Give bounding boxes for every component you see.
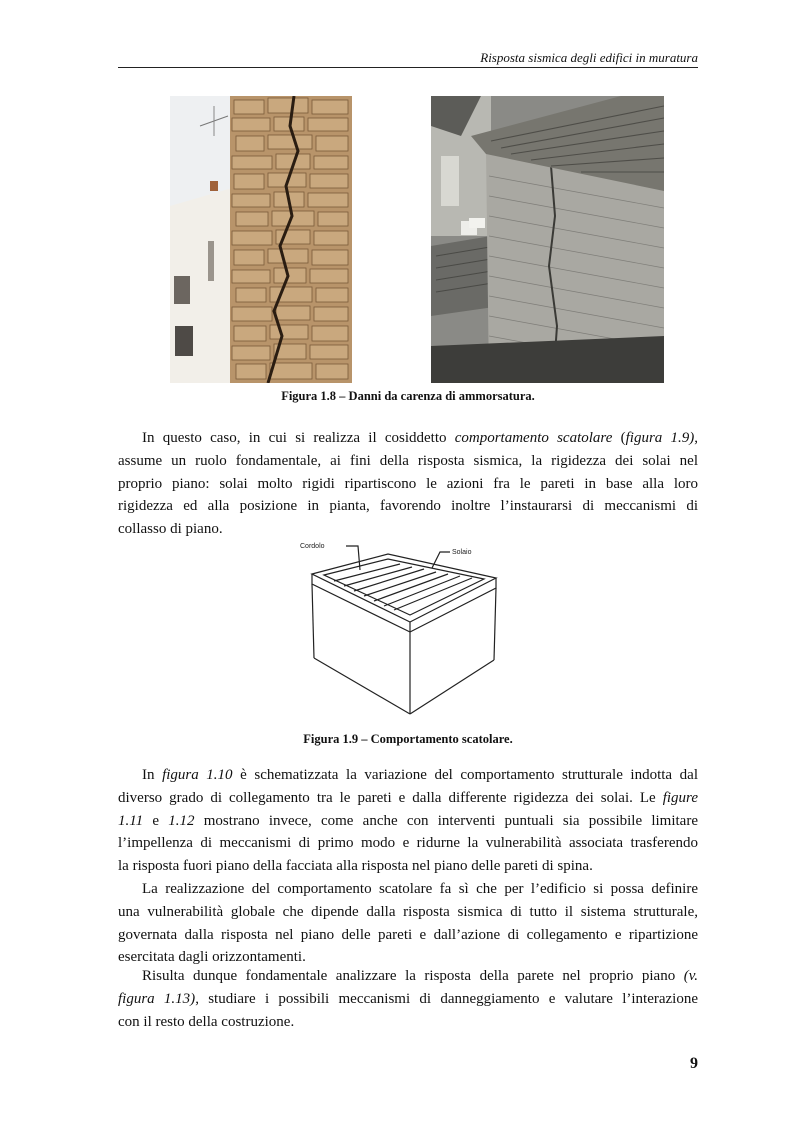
paragraph-1 xyxy=(118,427,698,541)
figure-1-9-caption: Figura 1.9 – Comportamento scatolare. xyxy=(303,732,513,746)
paragraph-1-line-2: assume un ruolo fondamentale, ai fini della risposta sismica, la rigidezza dei solai nel xyxy=(118,452,698,469)
paragraph-2-line-2 xyxy=(118,787,698,810)
paragraph-4-line-3: con il resto della costruzione. xyxy=(118,1013,295,1030)
header-rule xyxy=(118,67,698,68)
paragraph-3-line-1: La realizzazione del comportamento scatolare fa sì che per l’edificio si possa definire xyxy=(142,881,698,897)
cordolo-label: Cordolo xyxy=(300,543,325,550)
box-behaviour-diagram xyxy=(300,538,520,723)
paragraph-2-line-4: l’impellenza di meccanismi di primo modo e ridurne la vulnerabilità associata trasferendo xyxy=(118,835,698,852)
text-run: In questo caso, in cui si realizza il cosiddetto xyxy=(142,430,455,446)
figure-1-8-caption: Figura 1.8 – Danni da carenza di ammorsatura. xyxy=(281,389,535,403)
text-run: Risulta dunque fondamentale analizzare la risposta della parete nel proprio piano xyxy=(142,968,684,984)
damaged-building-photo xyxy=(431,96,664,383)
figure-reference: figure xyxy=(662,789,698,806)
text-run: ( xyxy=(612,430,626,446)
paragraph-3-line-3: governata dalla risposta nel piano delle pareti e dall’azione di collegamento e ripartizione xyxy=(118,926,698,943)
paragraph-3-line-4: esercitata dagli orizzontamenti. xyxy=(118,949,306,966)
paragraph-1-line-3: proprio piano: solai molto rigidi ripartiscono le azioni fra le pareti in base alla loro xyxy=(118,475,698,492)
text-run: diverso grado di collegamento tra le pareti e dalla differente rigidezza dei solai. Le xyxy=(118,789,663,806)
figure-reference: 1.12 xyxy=(168,812,195,829)
paragraph-1-line-5: collasso di piano. xyxy=(118,521,223,538)
text-run: mostrano invece, come anche con interventi puntuali sia possibile limitare xyxy=(194,812,698,829)
figure-reference: figura 1.13) xyxy=(118,990,196,1007)
text-run: e xyxy=(143,812,169,829)
figure-reference: figura 1.9) xyxy=(625,430,695,446)
text-run: è schematizzata la variazione del comportamento strutturale indotta dal xyxy=(232,767,698,783)
paragraph-1-line-1 xyxy=(118,427,698,450)
figure-reference: 1.11 xyxy=(118,812,144,829)
solaio-label: Solaio xyxy=(452,549,472,556)
paragraph-4-line-1 xyxy=(118,965,698,988)
figure-reference: (v. xyxy=(683,968,698,984)
text-run: In xyxy=(142,767,163,783)
paragraph-2-line-1 xyxy=(118,764,698,787)
italic-term: comportamento scatolare xyxy=(454,430,613,446)
running-header-title: Risposta sismica degli edifici in muratura xyxy=(480,50,698,65)
paragraph-4-line-2 xyxy=(118,988,698,1011)
paragraph-2-line-3 xyxy=(118,810,698,833)
paragraph-2 xyxy=(118,764,698,878)
paragraph-4 xyxy=(118,965,698,1033)
text-run: , studiare i possibili meccanismi di danneggiamento e valutare l’interazione xyxy=(195,990,699,1007)
paragraph-2-line-5: la risposta fuori piano della facciata alla risposta nel piano delle pareti di spina. xyxy=(118,858,593,875)
paragraph-3-line-2: una vulnerabilità globale che dipende dalla risposta sismica di tutto il sistema strutturale, xyxy=(118,903,698,920)
paragraph-1-line-4: rigidezza ed alla posizione in pianta, favorendo inoltre l’instaurarsi di meccanismi di xyxy=(118,498,698,515)
figure-reference: figura 1.10 xyxy=(162,767,233,783)
text-run: , xyxy=(694,430,699,446)
page-number: 9 xyxy=(690,1055,698,1072)
paragraph-3 xyxy=(118,878,698,969)
masonry-crack-photo xyxy=(170,96,352,383)
